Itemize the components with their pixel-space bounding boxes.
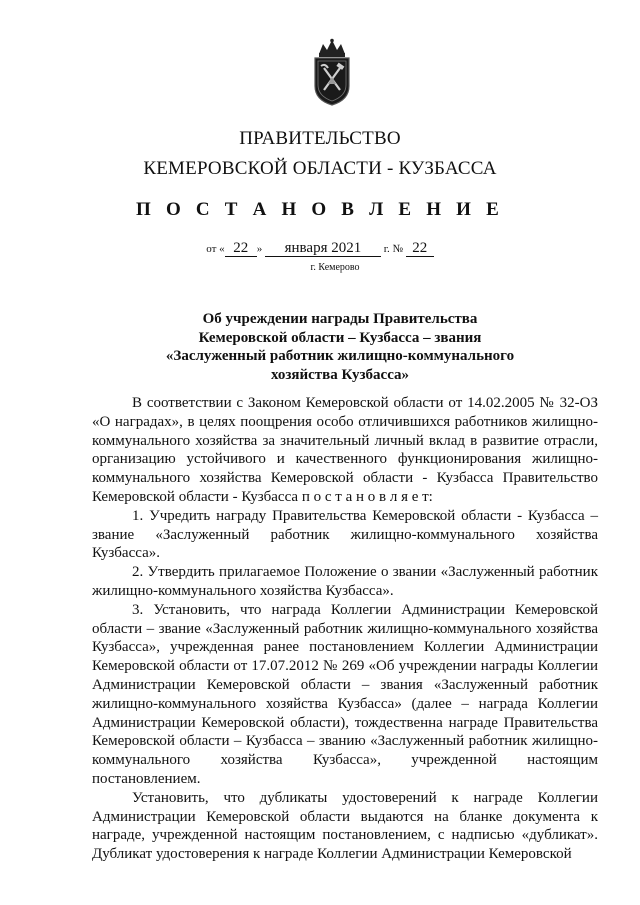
body-paragraph: В соответствии с Законом Кемеровской области от 14.02.2005 № 32-ОЗ «О наградах», в целях поощрения особо отличившихся работников жилищно-коммунального хозяйства за значительный личный вклад в развитие отрасли, организацию устойчивого и качественного функционирования жилищно-коммунального хозяйства Кемеровской области - Кузбасса Правительство Кемеровской области - Кузбасса п о с т а н о в л я е т: [92, 395, 598, 505]
date-month-year: января 2021 [265, 241, 381, 257]
title-line: «Заслуженный работник жилищно-коммунального [165, 348, 515, 364]
document-date-line [0, 241, 640, 257]
document-body [92, 394, 598, 864]
date-year-number-label: г. № [383, 243, 403, 255]
title-line: хозяйства Кузбасса» [270, 366, 410, 383]
document-title [120, 310, 560, 384]
date-day: 22 [225, 241, 257, 257]
body-paragraph: Установить, что дубликаты удостоверений к награде Коллегии Администрации Кемеровской области выдаются на бланке документа к награде, учрежденной настоящим постановлением, с надписью «дубликат». Дубликат удостоверения к награде Коллегии Администрации Кемеровской [92, 789, 598, 863]
government-name-line-2: КЕМЕРОВСКОЙ ОБЛАСТИ - КУЗБАССА [143, 158, 497, 179]
kuzbass-coat-of-arms-icon [309, 38, 355, 106]
title-line: Об учреждении награды Правительства [202, 311, 478, 327]
document-city: г. Кемерово [310, 262, 360, 273]
body-paragraph: 3. Установить, что награда Коллегии Администрации Кемеровской области – звание «Заслуженный работник жилищно-коммунального хозяйства Кузбасса», учрежденная ранее постановлением Коллегии Администрации Кемеровской области от 17.07.2012 № 269 «Об учреждении награды Коллегии Администрации Кемеровской области – звания «Заслуженный работник жилищно-коммунального хозяйства Кузбасса» (далее – награда Коллегии Администрации Кемеровской области), тождественна награде Правительства Кемеровской области – Кузбасса – званию «Заслуженный работник жилищно-коммунального хозяйства Кузбасса», учрежденной настоящим постановлением. [92, 601, 598, 787]
document-type-heading: П О С Т А Н О В Л Е Н И Е [136, 199, 504, 220]
title-line: Кемеровской области – Кузбасса – звания [198, 329, 482, 346]
body-paragraph: 1. Учредить награду Правительства Кемеровской области - Кузбасса – звание «Заслуженный работник жилищно-коммунального хозяйства Кузбасса». [92, 507, 598, 562]
date-prefix: от « [206, 243, 225, 255]
government-name-line-1: ПРАВИТЕЛЬСТВО [239, 128, 401, 149]
date-quote-close: » [256, 243, 263, 255]
body-paragraph: 2. Утвердить прилагаемое Положение о звании «Заслуженный работник жилищно-коммунального хозяйства Кузбасса». [92, 564, 598, 599]
document-number: 22 [406, 241, 434, 257]
